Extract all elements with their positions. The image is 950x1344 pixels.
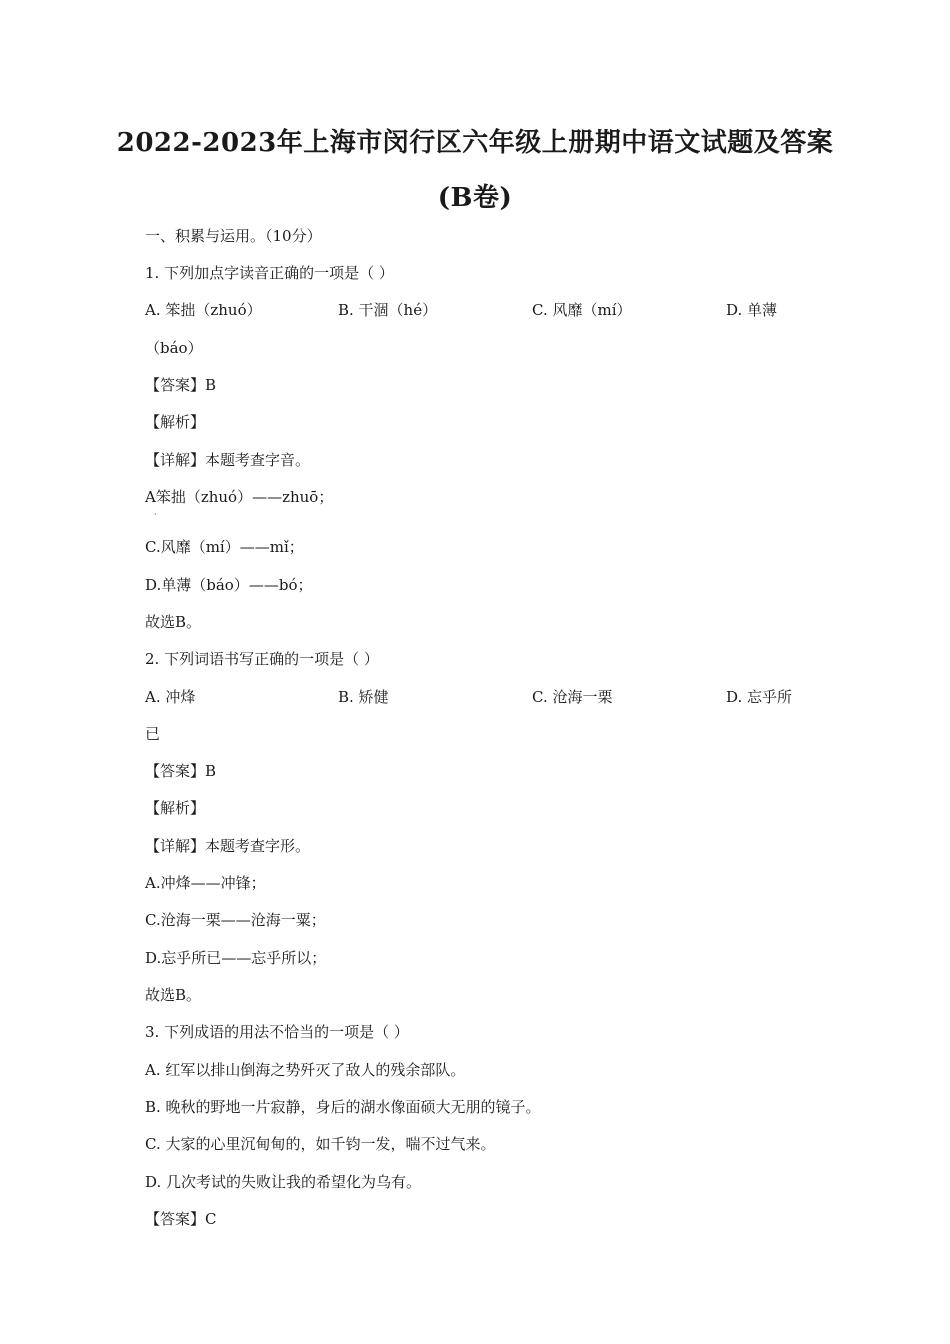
question-3-answer: 【答案】C	[145, 1210, 217, 1228]
question-2-note-c: C.沧海一栗——沧海一粟；	[145, 911, 326, 929]
question-1-note-c: C.风靡（mí）——mǐ；	[145, 538, 304, 556]
question-2-conclusion: 故选B。	[145, 986, 202, 1004]
question-1-option-c: C. 风靡（mí）	[532, 301, 632, 319]
question-2-analysis-label: 【解析】	[145, 799, 206, 817]
question-1-note-d: D.单薄（báo）——bó；	[145, 576, 313, 594]
question-3-option-a: A. 红军以排山倒海之势歼灭了敌人的残余部队。	[145, 1061, 466, 1079]
question-2-detail: 【详解】本题考查字形。	[145, 837, 311, 855]
question-1-stem: 1. 下列加点字读音正确的一项是（ ）	[145, 264, 394, 282]
question-1-conclusion: 故选B。	[145, 613, 202, 631]
question-2-answer: 【答案】B	[145, 762, 217, 780]
question-2-option-d: D. 忘乎所	[726, 688, 793, 706]
question-3-stem: 3. 下列成语的用法不恰当的一项是（ ）	[145, 1023, 409, 1041]
question-2-option-c: C. 沧海一栗	[532, 688, 613, 706]
question-1-detail: 【详解】本题考查字音。	[145, 451, 311, 469]
question-2-option-d-continued: 已	[145, 725, 161, 743]
question-3-option-d: D. 几次考试的失败让我的希望化为乌有。	[145, 1173, 422, 1191]
question-1-option-d: D. 单薄	[726, 301, 778, 319]
question-2-stem: 2. 下列词语书写正确的一项是（ ）	[145, 650, 379, 668]
question-3-option-c: C. 大家的心里沉甸甸的，如千钧一发，喘不过气来。	[145, 1135, 496, 1153]
document-title: 2022-2023年上海市闵行区六年级上册期中语文试题及答案	[116, 128, 834, 158]
question-2-option-a: A. 冲烽	[145, 688, 196, 706]
question-2-note-d: D.忘乎所已——忘乎所以；	[145, 949, 327, 967]
question-1-note-a: A笨拙（zhuó）——zhuō；	[145, 488, 334, 506]
section-heading: 一、积累与运用。（10分）	[145, 227, 322, 245]
question-1-analysis-label: 【解析】	[145, 413, 206, 431]
question-2-note-a: A.冲烽——冲锋；	[145, 874, 266, 892]
question-1-option-b: B. 干涸（hé）	[338, 301, 438, 319]
question-1-answer: 【答案】B	[145, 376, 217, 394]
question-3-option-b: B. 晚秋的野地一片寂静，身后的湖水像面硕大无朋的镜子。	[145, 1098, 541, 1116]
stray-dot: ·	[154, 510, 157, 519]
question-1-option-a: A. 笨拙（zhuó）	[145, 301, 262, 319]
question-1-option-d-continued: （báo）	[145, 339, 203, 357]
question-2-option-b: B. 矫健	[338, 688, 389, 706]
document-subtitle: (B卷)	[437, 183, 513, 213]
